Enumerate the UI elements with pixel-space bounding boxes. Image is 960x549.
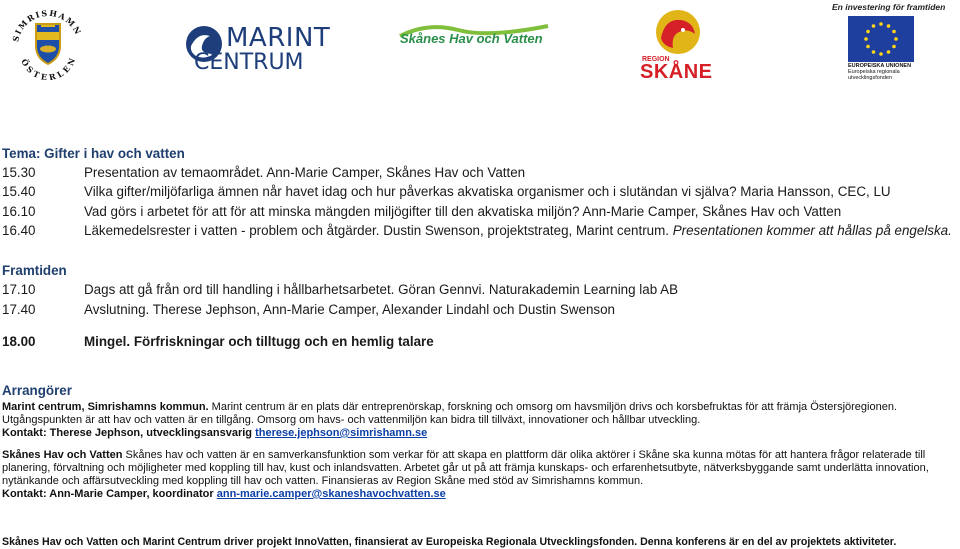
marint-contact: [2, 427, 427, 440]
region-label: REGION: [642, 56, 670, 63]
simrishamn-bottom-text: ÖSTERLEN: [19, 53, 78, 80]
schedule-text: Mingel. Förfriskningar och tilltugg och en hemlig talare: [84, 334, 434, 349]
eu-line3: utvecklingsfonden: [848, 75, 893, 81]
schedule-time: 15.30: [2, 165, 36, 180]
schedule-time: 17.40: [2, 302, 36, 317]
marint-desc-line2: Utgångspunkten är att hav och vatten är en tillgång. Omsorg om havs- och vattenmiljön kan bidra till tillväxt, innovationer och hållbar utveckling.: [2, 414, 701, 426]
schedule-text: Vad görs i arbetet för att för att minska mängden miljögifter till den akvatiska miljön? Ann-Marie Camper, Skånes Hav och Vatten: [84, 204, 842, 219]
marint-line1: MARINT: [226, 23, 331, 53]
marint-centrum-logo: [184, 22, 331, 82]
mingle-row: [0, 334, 960, 352]
eu-line1: EUROPEISKA UNIONEN: [848, 63, 912, 69]
eu-slogan: En investering för framtiden: [832, 2, 946, 12]
marint-line2: CENTRUM: [194, 50, 304, 75]
skanes-hav-logo: [398, 22, 558, 66]
eu-flag-icon: [848, 16, 914, 62]
footer-note: Skånes Hav och Vatten och Marint Centrum driver projekt InnoVatten, finansierat av Europeiska Regionala Utvecklingsfonden. Denna konferens är en del av projektets aktiviteter.: [2, 536, 897, 548]
marint-email-link[interactable]: therese.jephson@simrishamn.se: [255, 427, 428, 439]
schedule-note: Presentationen kommer att hållas på engelska.: [672, 223, 952, 238]
schedule-text: Dags att gå från ord till handling i hållbarhetsarbetet. Göran Gennvi. Naturakademin Learning lab AB: [84, 282, 679, 297]
schedule-row: [0, 204, 960, 222]
schedule-time: 18.00: [2, 334, 36, 349]
skane-label: SKÅNE: [640, 61, 713, 83]
simrishamn-top-text: SIMRISHAMN: [10, 7, 84, 43]
marint-desc-line1: [2, 401, 897, 414]
schedule-row: [0, 184, 960, 202]
schedule-time: 15.40: [2, 184, 36, 199]
eu-logo: [826, 0, 958, 82]
griffin-icon: [643, 8, 713, 56]
eu-line2: Europeiska regionala: [848, 69, 900, 75]
skanes-contact: [2, 488, 446, 501]
schedule-time: 17.10: [2, 282, 36, 297]
skanes-desc-line1: [2, 449, 925, 462]
schedule-time: 16.10: [2, 204, 36, 219]
organizers-heading: Arrangörer: [2, 383, 72, 398]
future-heading: Framtiden: [2, 263, 67, 278]
schedule-text: Vilka gifter/miljöfarliga ämnen når havet idag och hur påverkas akvatiska organismer och i slutändan vi själva? Maria Hansson, CEC, LU: [84, 184, 891, 199]
skanes-desc-line2: planering, förvaltning och möjligheter med koppling till hav, kust och inlandsvatten. Arbetet går ut på att främja kunskaps- och erfarenhetsutbyte, nätverksbyggande samt underlätta innovation,: [2, 462, 929, 474]
simrishamn-logo: [6, 2, 90, 80]
schedule-time: 16.40: [2, 223, 36, 238]
skanes-contact-label: Kontakt: Ann-Marie Camper, koordinator: [2, 488, 217, 500]
schedule-text: Presentation av temaområdet. Ann-Marie Camper, Skånes Hav och Vatten: [84, 165, 526, 180]
schedule-row: [0, 302, 960, 320]
marint-org-name: Marint centrum, Simrishamns kommun.: [2, 401, 209, 413]
skanes-org-name: Skånes Hav och Vatten: [2, 449, 123, 461]
skanes-email-link[interactable]: ann-marie.camper@skaneshavochvatten.se: [216, 488, 446, 500]
theme-heading: Tema: Gifter i hav och vatten: [2, 146, 185, 161]
schedule-row: [0, 223, 960, 241]
region-skane-logo: [636, 8, 720, 82]
schedule-row: [0, 282, 960, 300]
skanes-desc-line3: nytänkande och affärsutveckling med koppling till hav och vatten. Finansieras av Region Skåne med stöd av Simrishamns kommun.: [2, 475, 644, 487]
skanes-org-desc: Skånes hav och vatten är en samverkansfunktion som verkar för att skapa en plattform där olika aktörer i Skåne ska kunna mötas för att hantera frågor relaterade till: [122, 449, 926, 461]
marint-contact-label: Kontakt: Therese Jephson, utvecklingsansvarig: [2, 427, 256, 439]
skanes-hav-logo-text: Skånes Hav och Vatten: [400, 31, 543, 46]
schedule-text: Avslutning. Therese Jephson, Ann-Marie Camper, Alexander Lindahl och Dustin Swenson: [84, 302, 615, 317]
schedule-text: Läkemedelsrester i vatten - problem och åtgärder. Dustin Swenson, projektstrateg, Marint centrum.: [84, 223, 673, 238]
schedule-row: [0, 165, 960, 183]
marint-org-desc: Marint centrum är en plats där entreprenörskap, forskning och omsorg om havsmiljön drivs och korsbefruktas för att främja Östersjöregionen.: [208, 401, 898, 413]
